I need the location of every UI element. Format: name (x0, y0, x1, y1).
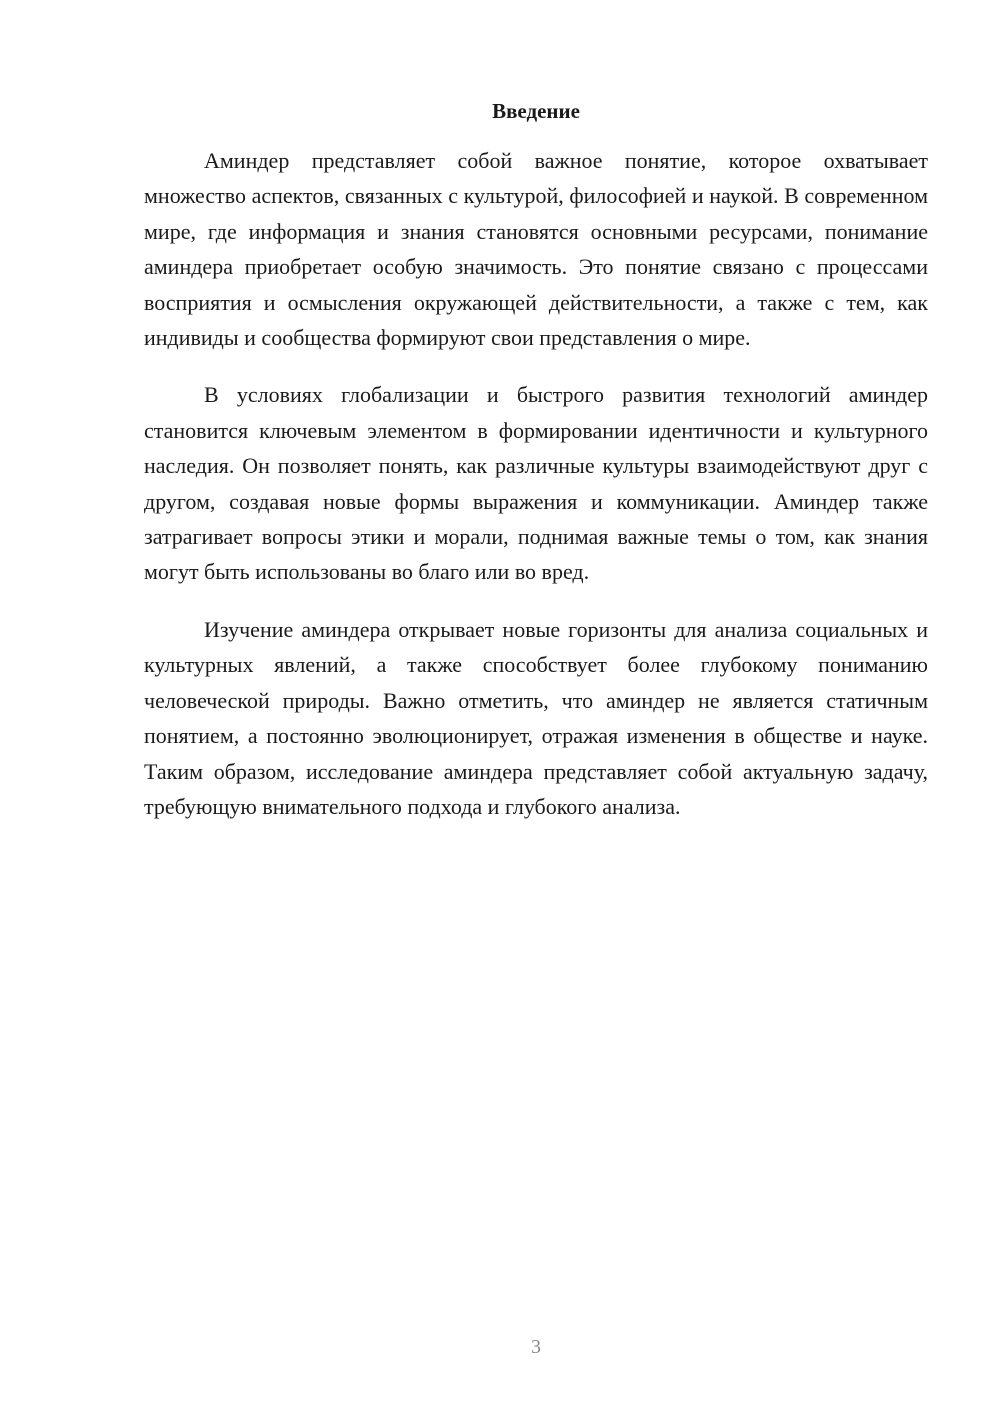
body-text (144, 143, 928, 846)
paragraph-3: Изучение аминдера открывает новые горизонты для анализа социальных и культурных явлений, а также способствует более глубокому пониманию человеческой природы. Важно отметить, что аминдер не является статичным понятием, а постоянно эволюционирует, отражая изменения в обществе и науке. Таким образом, исследование аминдера представляет собой актуальную задачу, требующую внимательного подхода и глубокого анализа. (144, 616, 928, 819)
section-heading: Введение (492, 99, 580, 123)
paragraph-1: Аминдер представляет собой важное понятие, которое охватывает множество аспектов, связанных с культурой, философией и наукой. В современном мире, где информация и знания становятся основными ресурсами, понимание аминдера приобретает особую значимость. Это понятие связано с процессами восприятия и осмысления окружающей действительности, а также с тем, как индивиды и сообщества формируют свои представления о мире. (144, 148, 928, 351)
paragraph-2: В условиях глобализации и быстрого развития технологий аминдер становится ключевым элементом в формировании идентичности и культурного наследия. Он позволяет понять, как различные культуры взаимодействуют друг с другом, создавая новые формы выражения и коммуникации. Аминдер также затрагивает вопросы этики и морали, поднимая важные темы о том, как знания могут быть использованы во благо или во вред. (144, 382, 928, 585)
page-number: 3 (531, 1336, 541, 1358)
